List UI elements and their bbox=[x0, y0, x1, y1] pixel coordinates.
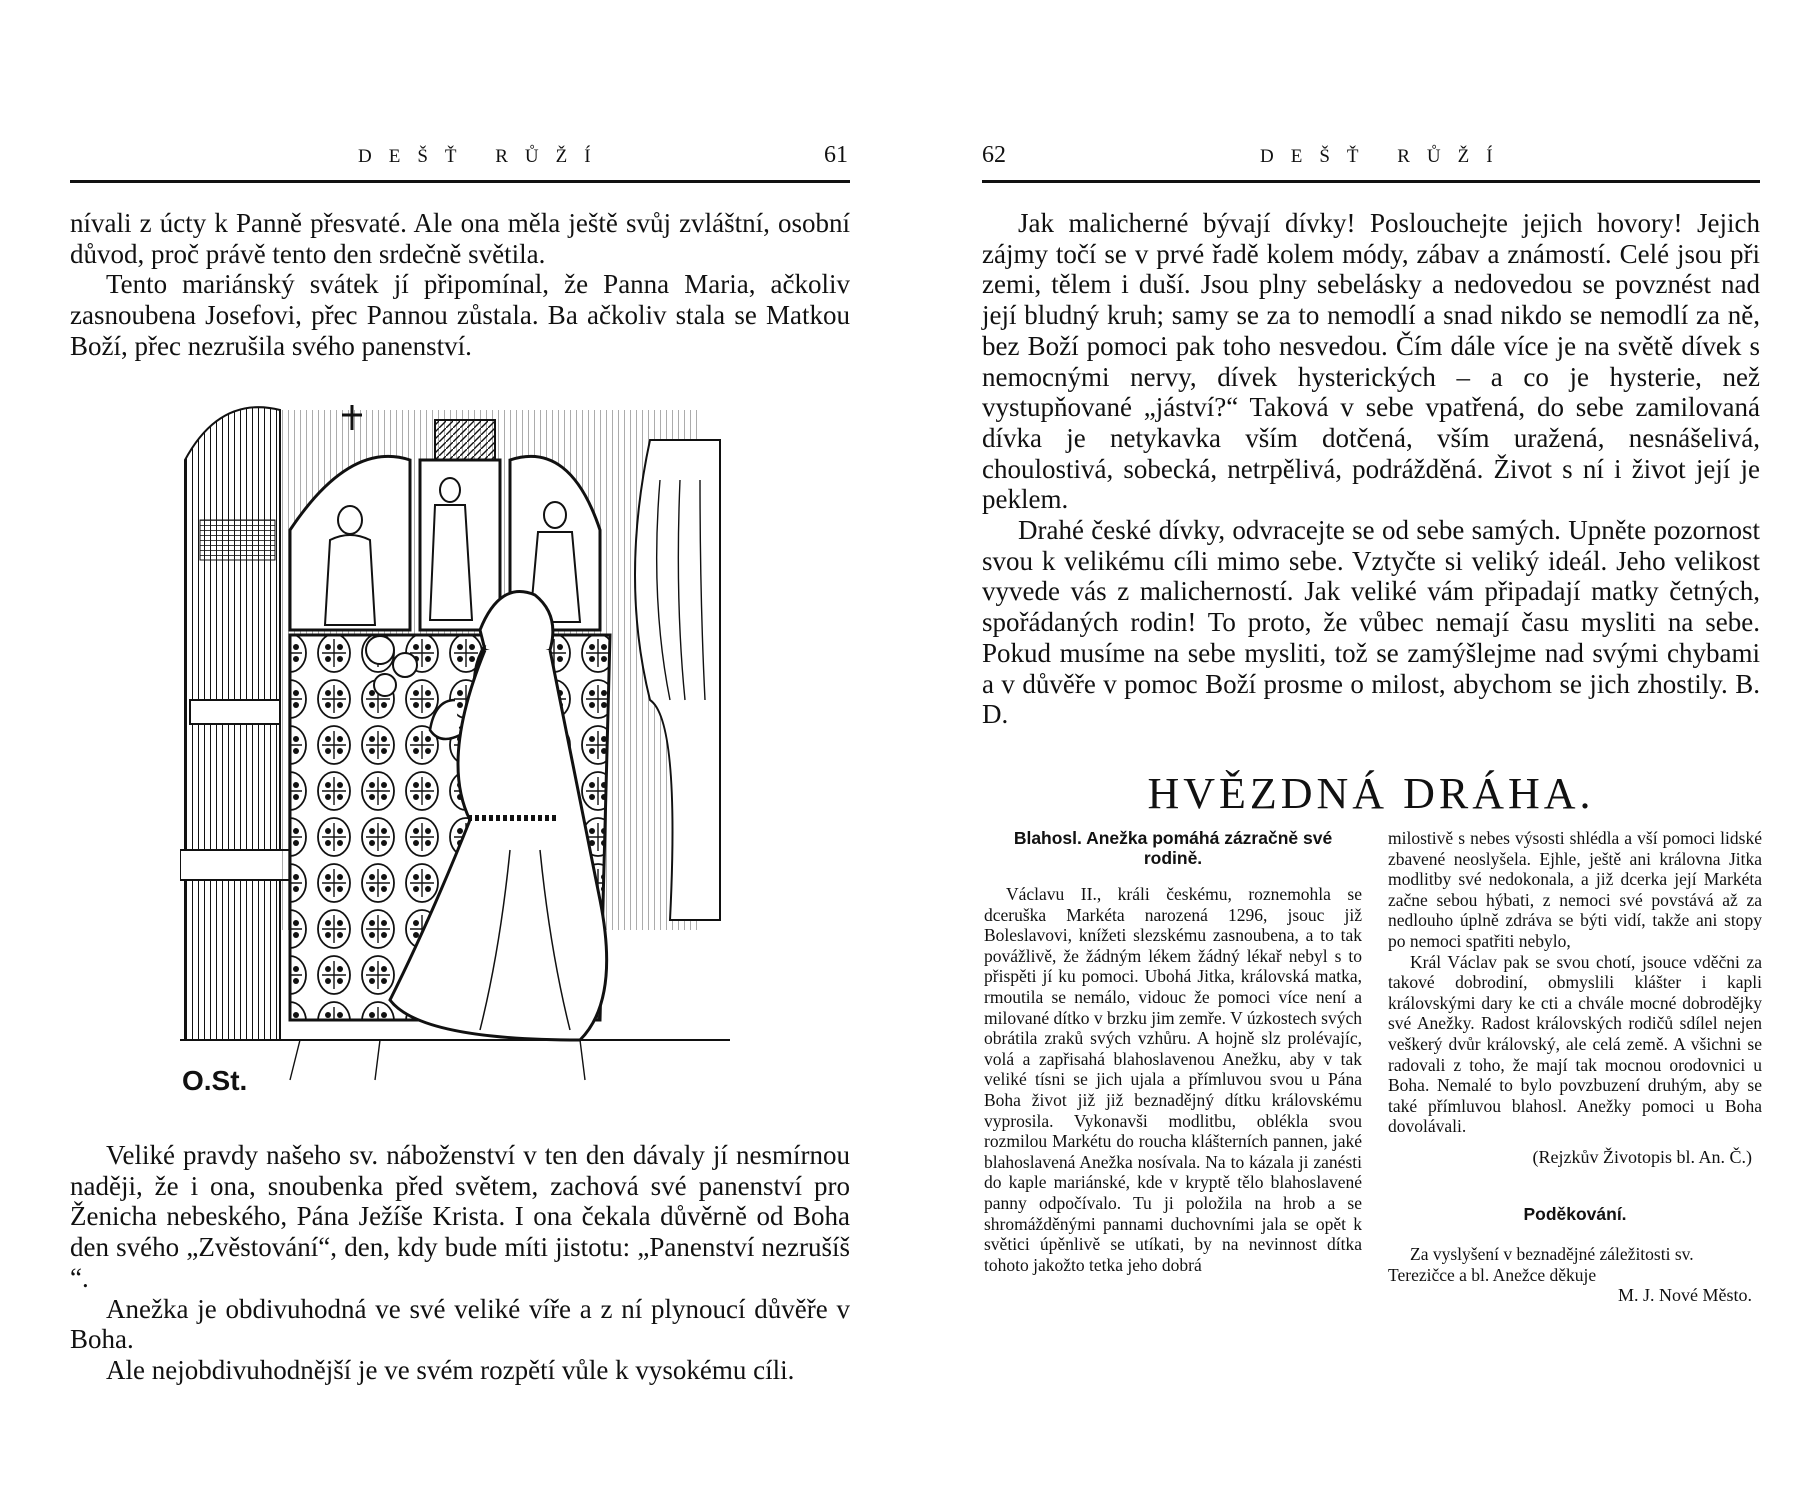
article-paragraph: Král Václav pak se svou chotí, jsouce vděčni za takové dobrodiní, obmyslili klášter i kapli královskými dary ke cti a chvále mocné dobrodějky své Anežky. Radost královských rodičů sdílel nejen veškerý dvůr královský, ale celá země. A všichni se radovali z toho, že mají tak mocnou orodovnici u Boha. Nemalé to bylo povzbuzení druhým, aby se také přímluvou blahosl. Anežky pomoci u Boha dovolávali. bbox=[1388, 951, 1762, 1137]
left-page-header bbox=[70, 140, 850, 183]
paragraph: Anežka je obdivuhodná ve své veliké víře a z ní plynoucí důvěře v Boha. bbox=[70, 1293, 850, 1355]
left-top-text bbox=[70, 208, 850, 362]
thanks-signature: M. J. Nové Město. bbox=[1618, 1285, 1752, 1306]
thanks-title: Poděkování. bbox=[1523, 1203, 1627, 1224]
illustration-signature: O.St. bbox=[182, 1065, 248, 1096]
running-title: DEŠŤ RŮŽÍ bbox=[358, 146, 608, 167]
article-paragraph: milostivě s nebes výsosti shlédla a vší pomoci lidské zbavené neoslyšela. Ejhle, ještě ani královna Jitka modlitby své nedokonala, a již dcerka její Markéta začne sebou hýbati, z nemoci své povstává až za nedlouho úplně zdráva se býti vidí, takže ani stopy po nemoci spatřiti nebylo, bbox=[1388, 828, 1762, 951]
paragraph: Tento mariánský svátek jí připomínal, že Panna Maria, ačkoliv zasnoubena Josefovi, přec Pannou zůstala. Ba ačkoliv stala se Matkou Boží, přec nezrušila svého panenství. bbox=[70, 269, 850, 361]
praying-girl-illustration bbox=[180, 400, 730, 1100]
right-top-text bbox=[982, 208, 1760, 730]
article-source: (Rejzkův Životopis bl. An. Č.) bbox=[1532, 1146, 1752, 1167]
section-title: HVĚZDNÁ DRÁHA. bbox=[1147, 769, 1595, 818]
article-title: Blahosl. Anežka pomáhá zázračně své rodině. bbox=[1013, 828, 1333, 868]
article-paragraph: Václavu II., králi českému, roznemohla se dceruška Markéta narozená 1296, jsouc již Boleslavovi, knížeti slezskému zasnoubena, a to tak povážlivě, že žádným lékem žádný lékař nebyl s to přispěti jí ku pomoci. Ubohá Jitka, královská matka, rmoutila se nemálo, vidouc že pomoci více není a milované dítko v brzku jim zemře. V úzkostech svých obrátila zraků svých vzhůru. A hojně slz prolévajíc, volá a zapřisahá blahoslavenou Anežku, aby v tak veliké tísni se jich ujala a přímluvou svou u Pána Boha život již již beznadějný dítku královskému vyprosila. Vykonavši modlitbu, oblékla svou rozmilou Markétu do roucha klášterních pannen, jaké blahoslavená Anežka nosívala. Na to kázala ji zanésti do kaple mariánské, kde v kryptě tělo blahoslavené panny odpočívalo. Tu ji položila na hrob a se shromážděnými pannami duchovními jala se opět k světici úpěnlivě se utíkati, by na nevinnost dítka tohoto jakožto tetka jeho dobrá bbox=[984, 884, 1362, 1275]
paragraph: nívali z úcty k Panně přesvaté. Ale ona měla ještě svůj zvláštní, osobní důvod, proč právě tento den srdečně světila. bbox=[70, 208, 850, 269]
paragraph: Drahé české dívky, odvracejte se od sebe samých. Upněte pozornost svou k velikému cíli mimo sebe. Vztyčte si veliký ideál. Jeho velikost vyvede vás z malicherností. Jak veliké vám připadají matky četných, spořádaných rodin! To proto, že vůbec nemají času mysliti na sebe. Pokud musíme na sebe mysliti, tož se zamýšlejme nad svými chybami a v důvěře v pomoc Boží prosme o milost, abychom se jich zhostily. B. D. bbox=[982, 515, 1760, 730]
paragraph: Ale nejobdivuhodnější je ve svém rozpětí vůle k vysokému cíli. bbox=[106, 1354, 795, 1385]
left-bottom-text bbox=[70, 1140, 850, 1386]
paragraph: Jak malicherné bývají dívky! Poslouchejte jejich hovory! Jejich zájmy točí se v prvé řadě kolem módy, zábav a známostí. Celé jsou při zemi, tělem i duší. Jsou plny sebelásky a nedovedou se povznést nad její bludný kruh; samy se za to nemodlí a snad nikdo se nemodlí za ně, bez Boží pomoci pak toho nesvedou. Čím dále více je na světě dívek s nemocnými nervy, dívek hysterických – a co je hysterie, než vystupňované „jáství?“ Taková v sebe vpatřená, do sebe zamilovaná dívka je netykavka vším dotčená, vším uražená, nesnášelivá, choulostivá, sobecká, netrpělivá, podrážděná. Život s ní i život její je peklem. bbox=[982, 208, 1760, 515]
right-page bbox=[910, 0, 1820, 1500]
page-number: 62 bbox=[982, 142, 1006, 168]
paragraph: Veliké pravdy našeho sv. náboženství v ten den dávaly jí nesmírnou naději, že i ona, snoubenka před světem, zachová své panenství pro Ženicha nebeského, Pána Ježíše Krista. I ona čekala důvěrně od Boha den svého „Zvěstování“, den, kdy bude míti jistotu: „Panenství nezrušíš “. bbox=[70, 1140, 850, 1293]
article-column-right bbox=[1388, 828, 1762, 1306]
page-number: 61 bbox=[824, 142, 848, 168]
thanks-body: Za vyslyšení v beznadějné záležitosti sv. Terezičce a bl. Anežce děkuje bbox=[1388, 1244, 1694, 1285]
article-column-left bbox=[984, 828, 1362, 1275]
right-page-header bbox=[982, 140, 1760, 183]
running-title: DEŠŤ RŮŽÍ bbox=[1260, 146, 1510, 167]
